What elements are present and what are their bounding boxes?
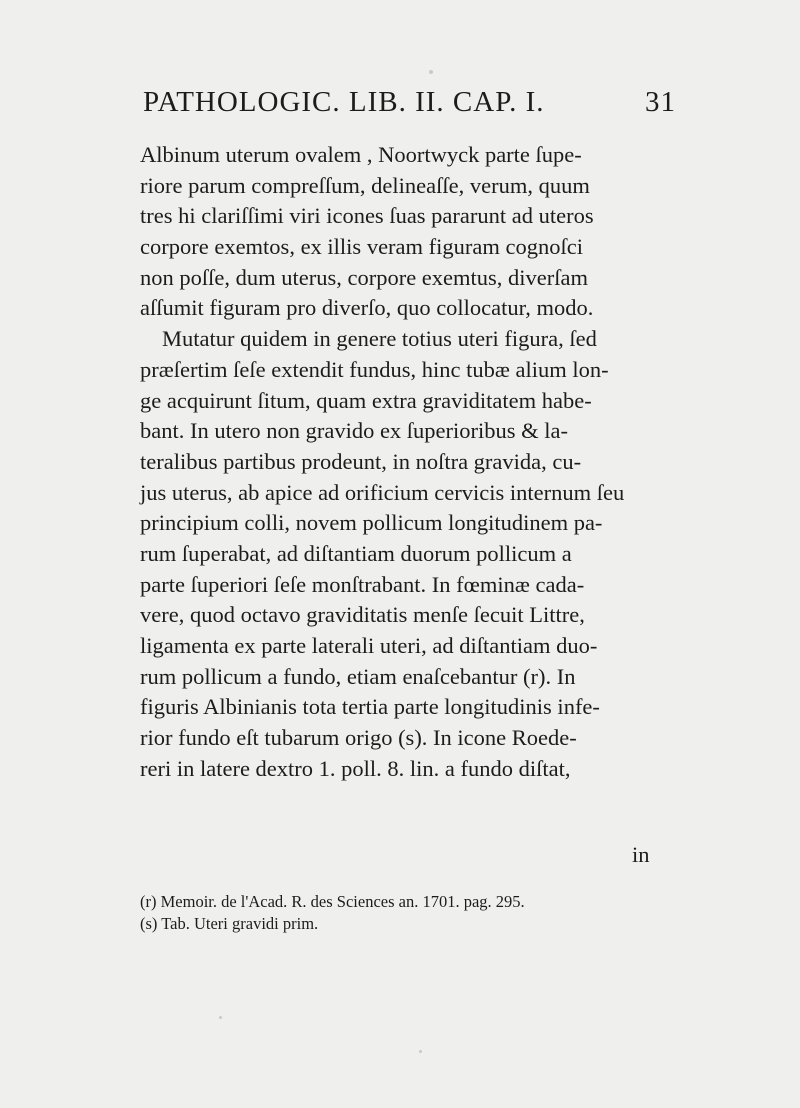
page-number: 31 (645, 86, 676, 118)
text-line: riore parum compreſſum, delineaſſe, verum, quum (140, 172, 590, 198)
text-line: rum pollicum a fundo, etiam enaſcebantur (r). In (140, 663, 576, 689)
text-line: figuris Albinianis tota tertia parte longitudinis infe- (140, 694, 600, 720)
text-line: reri in latere dextro 1. poll. 8. lin. a fundo diſtat, (140, 755, 571, 781)
text-line: jus uterus, ab apice ad orificium cervicis internum ſeu (140, 479, 625, 505)
text-line: præſertim ſeſe extendit fundus, hinc tubæ alium lon- (140, 356, 609, 382)
catchword: in (632, 842, 650, 867)
text-line: rum ſuperabat, ad diſtantiam duorum pollicum a (140, 540, 572, 566)
text-line: aſſumit figuram pro diverſo, quo collocatur, modo. (140, 295, 594, 321)
footnotes (140, 891, 680, 935)
running-title: PATHOLOGIC. LIB. II. CAP. I. (143, 86, 545, 118)
paper-spot (219, 1016, 222, 1019)
text-line: bant. In utero non gravido ex ſuperioribus & la- (140, 418, 569, 444)
paper-spot (419, 1050, 422, 1053)
text-line: non poſſe, dum uterus, corpore exemtus, diverſam (140, 264, 589, 290)
text-line: principium colli, novem pollicum longitudinem pa- (140, 510, 603, 536)
footnote: (s) Tab. Uteri gravidi prim. (140, 914, 319, 933)
text-line: vere, quod octavo graviditatis menſe ſecuit Littre, (140, 602, 585, 628)
text-line: tres hi clariſſimi viri icones ſuas pararunt ad uteros (140, 203, 594, 229)
text-line: rior fundo eſt tubarum origo (s). In icone Roede- (140, 725, 577, 751)
text-line: parte ſuperiori ſeſe monſtrabant. In fœminæ cada- (140, 571, 585, 597)
paper-spot (429, 70, 433, 74)
text-line: teralibus partibus prodeunt, in noſtra gravida, cu- (140, 448, 582, 474)
body-text (140, 140, 670, 784)
text-line: Mutatur quidem in genere totius uteri figura, ſed (162, 326, 597, 352)
footnote: (r) Memoir. de l'Acad. R. des Sciences an. 1701. pag. 295. (140, 892, 525, 911)
text-line: corpore exemtos, ex illis veram figuram cognoſci (140, 234, 583, 260)
text-line: ge acquirunt ſitum, quam extra graviditatem habe- (140, 387, 592, 413)
text-line: Albinum uterum ovalem , Noortwyck parte ſupe- (140, 142, 582, 167)
text-line: ligamenta ex parte laterali uteri, ad diſtantiam duo- (140, 633, 598, 658)
